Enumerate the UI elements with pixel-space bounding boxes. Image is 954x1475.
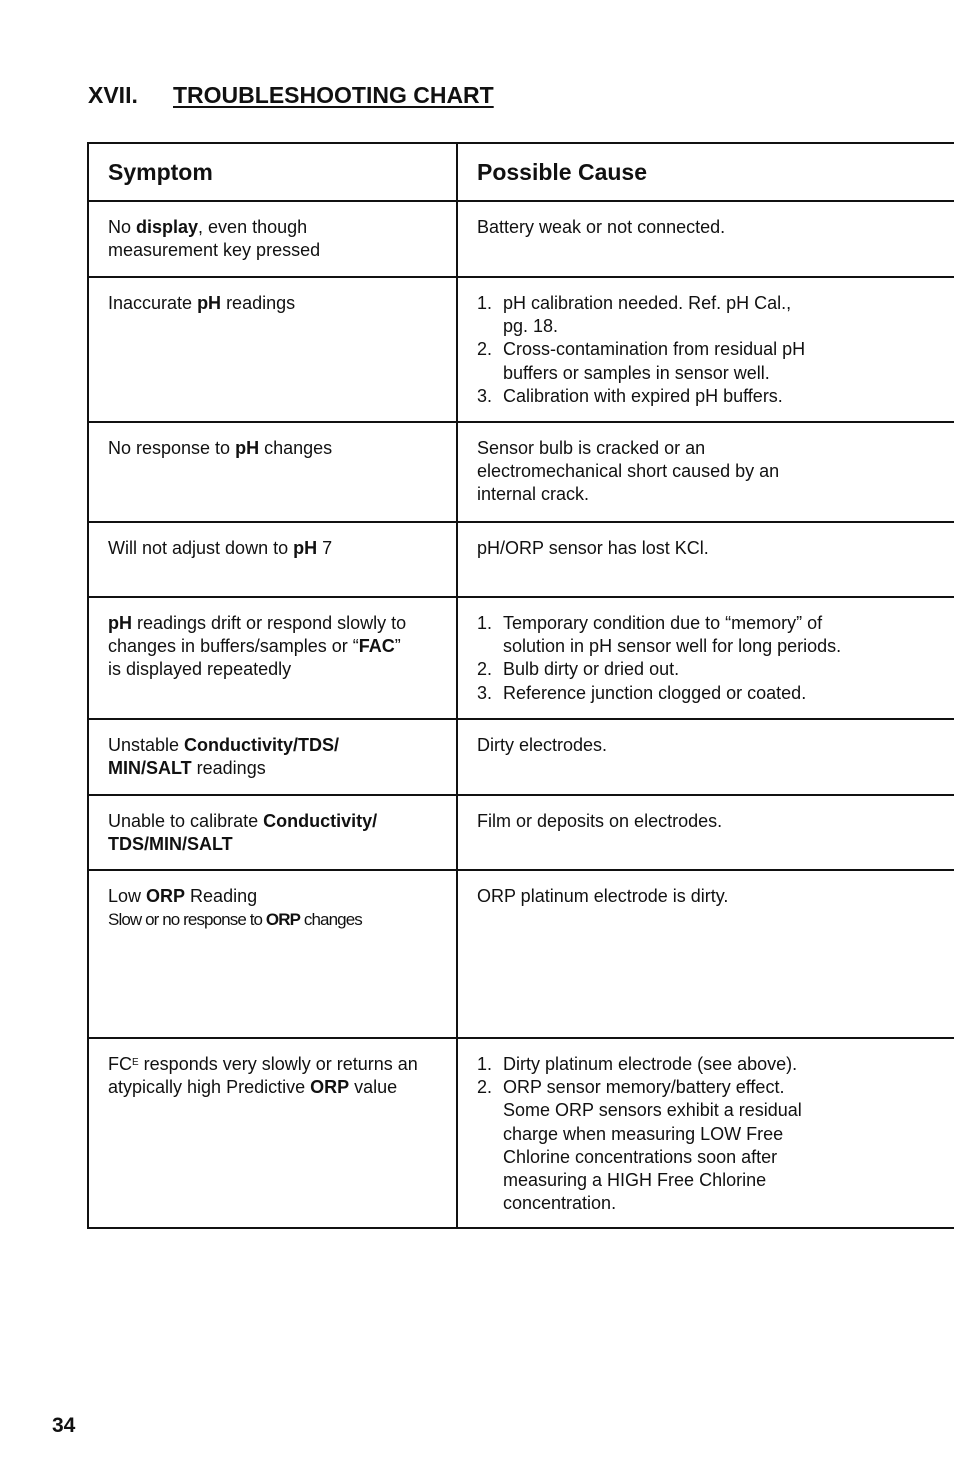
cause-item-text: [503, 292, 791, 338]
symptom-text: 7: [317, 538, 333, 558]
cause-text: internal crack.: [477, 484, 590, 505]
table-row: [88, 1038, 954, 1228]
cause-item-line: Cross-contamination from residual pH: [503, 339, 806, 360]
symptom-keyword: pH: [108, 613, 132, 633]
cause-cell: [457, 795, 954, 870]
cause-cell: [457, 870, 954, 1038]
symptom-text: No: [108, 217, 137, 237]
symptom-text: is displayed repeatedly: [108, 659, 292, 680]
symptom-text: atypically high Predictive: [108, 1077, 311, 1098]
section-title: TROUBLESHOOTING CHART: [173, 82, 494, 108]
cause-cell: [457, 1038, 954, 1228]
symptom-text: Low: [108, 886, 147, 906]
page-number: 34: [52, 1414, 76, 1437]
cause-cell: [457, 422, 954, 522]
table-row: [88, 870, 954, 1038]
symptom-text: E: [132, 1057, 139, 1068]
symptom-cell: [88, 201, 457, 277]
cause-item-line: charge when measuring LOW Free: [503, 1123, 784, 1144]
table-row: [88, 277, 954, 422]
cause-cell: [457, 719, 954, 795]
symptom-text: value: [349, 1077, 398, 1098]
cause-item-number: 2.: [477, 339, 493, 360]
symptom-text: changes in buffers/samples or “: [108, 636, 359, 657]
symptom-text: Unstable: [108, 735, 185, 755]
symptom-text: Slow or no response to: [108, 910, 266, 930]
cause-list-item: [477, 682, 936, 705]
cause-item-line: Temporary condition due to “memory” of: [503, 613, 823, 633]
cause-item-line: Dirty platinum electrode (see above).: [503, 1054, 798, 1074]
cause-header: Possible Cause: [457, 143, 954, 201]
cause-item-line: solution in pH sensor well for long periods.: [503, 636, 842, 657]
symptom-text: No response to: [108, 438, 236, 458]
symptom-keyword: ORP: [146, 886, 186, 906]
cause-list-item: [477, 658, 936, 681]
symptom-cell: [88, 795, 457, 870]
symptom-cell: [88, 1038, 457, 1228]
symptom-cell: [88, 522, 457, 597]
symptom-cell: [88, 719, 457, 795]
symptom-keyword: Conductivity/TDS/: [184, 735, 340, 755]
cause-item-text: [503, 385, 783, 408]
cause-cell: [457, 277, 954, 422]
symptom-text: measurement key pressed: [108, 240, 321, 261]
symptom-keyword: display: [136, 217, 199, 237]
symptom-keyword: Conductivity/: [263, 811, 378, 831]
table-body: [88, 201, 954, 1228]
cause-list: [477, 612, 936, 705]
troubleshooting-table: [87, 142, 954, 1229]
table-row: [88, 597, 954, 719]
symptom-text: Inaccurate: [108, 293, 198, 313]
cause-list-item: [477, 612, 936, 658]
cause-item-text: [503, 612, 841, 658]
cause-item-line: Chlorine concentrations soon after: [503, 1146, 778, 1167]
symptom-header: Symptom: [88, 143, 457, 201]
symptom-text: changes: [259, 438, 333, 458]
symptom-text: ”: [394, 636, 401, 657]
symptom-cell: [88, 870, 457, 1038]
cause-text: Film or deposits on electrodes.: [477, 811, 723, 831]
cause-item-text: [503, 682, 806, 705]
cause-item-line: pg. 18.: [503, 316, 559, 337]
cause-item-line: concentration.: [503, 1193, 617, 1214]
cause-text: ORP platinum electrode is dirty.: [477, 886, 729, 906]
symptom-text: Will not adjust down to: [108, 538, 294, 558]
symptom-keyword: pH: [197, 293, 222, 313]
table-row: [88, 201, 954, 277]
cause-item-text: [503, 338, 805, 384]
table-row: [88, 795, 954, 870]
cause-item-number: 2.: [477, 1077, 493, 1098]
section-heading: [88, 82, 494, 109]
cause-list: [477, 292, 936, 408]
cause-item-text: [503, 1076, 802, 1215]
cause-list-item: [477, 1053, 936, 1076]
symptom-text: readings: [191, 758, 266, 779]
cause-cell: [457, 522, 954, 597]
cause-list-item: [477, 292, 936, 338]
symptom-text: responds very slowly or returns an: [138, 1054, 418, 1074]
section-number: XVII.: [88, 82, 138, 108]
cause-item-number: 3.: [477, 385, 493, 406]
cause-item-line: measuring a HIGH Free Chlorine: [503, 1170, 767, 1191]
cause-item-line: pH calibration needed. Ref. pH Cal.,: [503, 293, 792, 313]
cause-item-number: 3.: [477, 682, 493, 703]
cause-cell: [457, 597, 954, 719]
symptom-text: , even though: [198, 217, 308, 237]
cause-item-line: buffers or samples in sensor well.: [503, 362, 770, 383]
symptom-text: readings: [221, 293, 296, 313]
symptom-keyword: ORP: [265, 910, 301, 930]
cause-item-number: 2.: [477, 659, 493, 680]
symptom-text: changes: [300, 910, 362, 930]
cause-item-text: [503, 658, 679, 681]
symptom-text: Reading: [185, 886, 258, 906]
symptom-keyword: TDS/MIN/SALT: [108, 834, 233, 855]
table-header-row: [88, 143, 954, 201]
symptom-keyword: MIN/SALT: [108, 758, 192, 779]
cause-list-item: [477, 385, 936, 408]
symptom-text: FC: [108, 1054, 132, 1074]
cause-text: Battery weak or not connected.: [477, 217, 726, 237]
symptom-text: Unable to calibrate: [108, 811, 264, 831]
cause-cell: [457, 201, 954, 277]
cause-text: electromechanical short caused by an: [477, 461, 780, 482]
cause-item-number: 1.: [477, 1054, 493, 1074]
symptom-cell: [88, 277, 457, 422]
cause-item-number: 1.: [477, 293, 493, 313]
symptom-keyword: FAC: [358, 636, 395, 657]
cause-list: [477, 1053, 936, 1215]
cause-item-line: Reference junction clogged or coated.: [503, 682, 807, 703]
cause-text: pH/ORP sensor has lost KCl.: [477, 538, 709, 558]
cause-item-line: ORP sensor memory/battery effect.: [503, 1077, 785, 1098]
cause-item-line: Some ORP sensors exhibit a residual: [503, 1100, 802, 1121]
symptom-text: readings drift or respond slowly to: [132, 613, 407, 633]
cause-list-item: [477, 1076, 936, 1215]
table-row: [88, 522, 954, 597]
symptom-keyword: ORP: [310, 1077, 350, 1098]
cause-list-item: [477, 338, 936, 384]
symptom-keyword: pH: [293, 538, 318, 558]
cause-text: Sensor bulb is cracked or an: [477, 438, 706, 458]
table-row: [88, 719, 954, 795]
cause-item-text: [503, 1053, 797, 1076]
cause-text: Dirty electrodes.: [477, 735, 608, 755]
symptom-cell: [88, 597, 457, 719]
symptom-cell: [88, 422, 457, 522]
symptom-keyword: pH: [235, 438, 260, 458]
cause-item-number: 1.: [477, 613, 493, 633]
cause-item-line: Calibration with expired pH buffers.: [503, 385, 783, 406]
cause-item-line: Bulb dirty or dried out.: [503, 659, 680, 680]
table-row: [88, 422, 954, 522]
